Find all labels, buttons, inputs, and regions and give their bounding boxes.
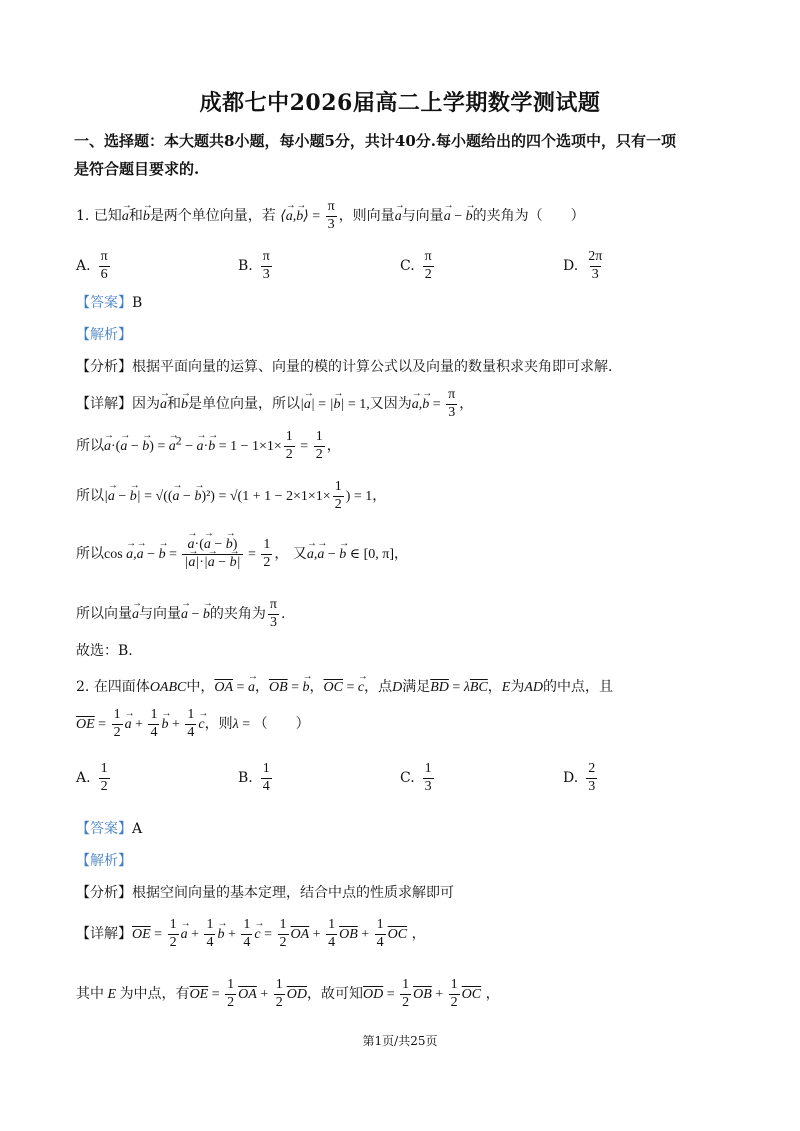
q2-option-b: B. $\frac{1}{4}$ xyxy=(238,761,270,794)
q1-option-d: D. $\frac{2\pi}{3}$ xyxy=(563,249,603,282)
q2-analysis-label: 【解析】 xyxy=(76,853,132,869)
q1-option-b: B. $\frac{\pi}{3}$ xyxy=(238,249,270,282)
section-heading-line1: 一、选择题：本大题共8小题，每小题5分，共计40分.每小题给出的四个选项中，只有一项 xyxy=(74,132,676,150)
q1-choose: 故选：B. xyxy=(76,643,133,659)
q1-analysis-label: 【解析】 xyxy=(76,327,132,343)
q2-detail-line1: 【详解】$\overline{OE}$ = $\frac{1}{2}$ → a + $\frac{1}{4}$ → b + $\frac{1}{4}$ → c = $\frac{1}{2}$ $\overline{OA}$ + $\frac{1}{4}$ $\overline{OB}$ + $\frac{1}{4}$ $\overline{OC}$ ， xyxy=(76,918,426,950)
q2-stem-line2: $\overline{OE}$ = $\frac{1}{2}$ → a + $\frac{1}{4}$ → b + $\frac{1}{4}$ → c，则λ = （ ） xyxy=(76,708,310,740)
q2-stem-line1: 2. 在四面体OABC中，$\overline{OA}$ = → a，$\overline{OB}$ = → b，$\overline{OC}$ = → c，点D满足$\overline{BD} = \lambda\overline{BC}$，E为AD的中点，且 xyxy=(76,676,613,696)
q1-option-a: A. $\frac{\pi}{6}$ xyxy=(76,249,108,282)
q2-option-a: A. $\frac{1}{2}$ xyxy=(76,761,108,794)
q2-detail-line2: 其中 E 为中点，有$\overline{OE}$ = $\frac{1}{2}$ $\overline{OA}$ + $\frac{1}{2}$ $\overline{OD}$，故可知$\overline{OD}$ = $\frac{1}{2}$ $\overline{OB}$ + $\frac{1}{2}$ $\overline{OC}$ ， xyxy=(76,977,500,1010)
q1-detail-line5: 所以向量→ a与向量→ a − → b的夹角为 $\frac{\pi}{3}$ . xyxy=(76,598,285,630)
q1-detail-line1: 【详解】因为→ a和→ b是单位向量，所以|→ a| = |→ b| = 1,又因为→ a,→ b = $\frac{\pi}{3}$ ， xyxy=(76,388,473,420)
q1-stem: 1. 已知→ a和→ b是两个单位向量，若 ⟨→ a,→ b⟩ = $\frac{\pi}{3}$ ，则向量→ a与向量→ a − → b的夹角为（ ） xyxy=(76,200,585,232)
q1-detail-line3: 所以|→ a − → b| = √((→ a − → b)²) = √(1 + 1 − 2×1×1× $\frac{1}{2}$ ) = 1， xyxy=(76,480,386,512)
q1-detail-line2: 所以→ a·(→ a − → b) = → $a^2$ − → a·→ b = 1 − 1×1× $\frac{1}{2}$ = $\frac{1}{2}$ ， xyxy=(76,430,341,462)
q1-option-c: C. $\frac{\pi}{2}$ xyxy=(400,249,432,282)
q1-fenxi: 【分析】根据平面向量的运算、向量的模的计算公式以及向量的数量积求夹角即可求解. xyxy=(76,359,613,375)
page-title: 成都七中2026届高二上学期数学测试题 xyxy=(199,90,601,116)
q1-detail-line4: 所以cos → a,→ a − → b = → $\frac{a\cdot(\to a - \to b)}{|\to a|\cdot|\to a - \to b|}$ = $\frac{1}{2}$ ， 又→ a,→ a − → b ∈ [0, π]， xyxy=(76,538,408,570)
q2-option-c: C. $\frac{1}{3}$ xyxy=(400,761,432,794)
q2-fenxi: 【分析】根据空间向量的基本定理，结合中点的性质求解即可 xyxy=(76,885,454,901)
page-footer: 第1页/共25页 xyxy=(362,1034,438,1048)
q1-answer: 【答案】B xyxy=(76,295,143,311)
section-heading-line2: 是符合题目要求的. xyxy=(74,160,200,178)
q2-option-d: D. $\frac{2}{3}$ xyxy=(563,761,596,794)
q2-answer: 【答案】A xyxy=(76,821,143,837)
